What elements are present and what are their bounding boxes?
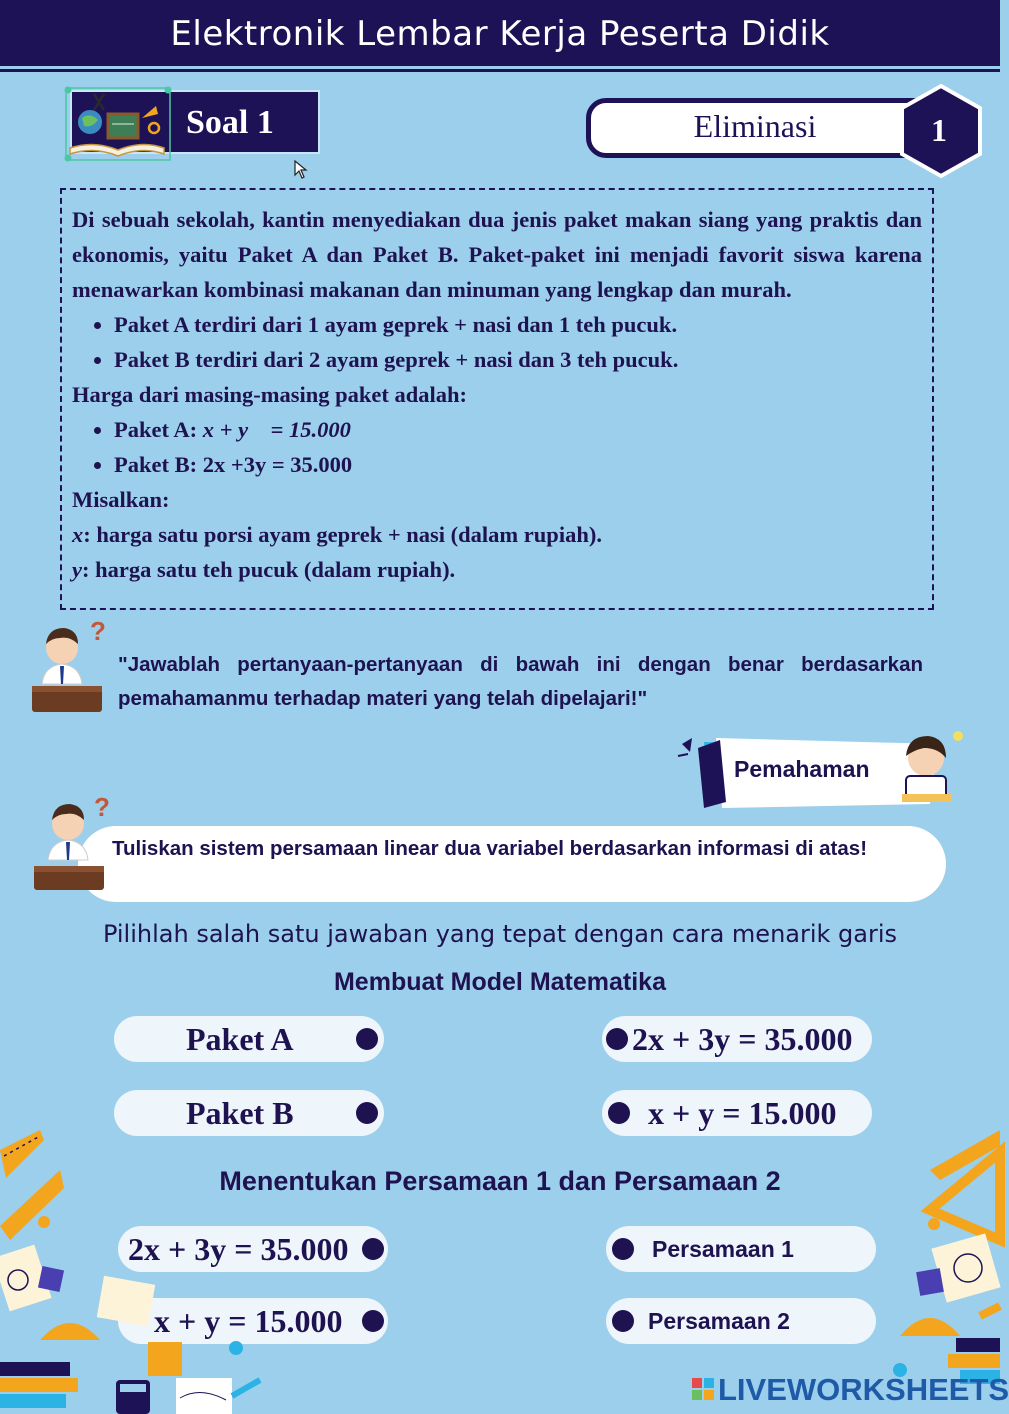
match-left-paket-a[interactable] bbox=[114, 1016, 384, 1062]
mouse-cursor-icon bbox=[294, 160, 308, 180]
question-text: Tuliskan sistem persamaan linear dua variabel berdasarkan informasi di atas! bbox=[112, 837, 868, 860]
liveworksheets-logo-icon bbox=[692, 1378, 716, 1404]
svg-text:?: ? bbox=[90, 616, 106, 646]
match-right-label: x + y = 15.000 bbox=[648, 1095, 837, 1131]
header-divider bbox=[0, 69, 1000, 72]
price-item-b bbox=[114, 447, 922, 482]
connector-dot[interactable] bbox=[606, 1028, 628, 1050]
connector-dot[interactable] bbox=[608, 1102, 630, 1124]
match-left-label: 2x + 3y = 35.000 bbox=[128, 1231, 349, 1267]
matching-instruction: Pilihlah salah satu jawaban yang tepat dengan cara menarik garis bbox=[102, 920, 898, 948]
thinking-student-icon-2 bbox=[30, 794, 108, 890]
soal-label: Soal 1 bbox=[186, 104, 274, 141]
match-left-label: Paket B bbox=[186, 1095, 294, 1131]
page-header-title: Elektronik Lembar Kerja Peserta Didik bbox=[0, 0, 1000, 66]
school-supplies-left-icon bbox=[0, 1130, 290, 1414]
price-item-a bbox=[114, 412, 922, 447]
thinking-student-icon bbox=[30, 618, 108, 714]
y-variable: y bbox=[72, 557, 82, 582]
connector-dot[interactable] bbox=[362, 1238, 384, 1260]
connector-dot[interactable] bbox=[612, 1238, 634, 1260]
match-left-label: x + y = 15.000 bbox=[154, 1303, 343, 1339]
y-definition bbox=[72, 552, 922, 587]
connector-dot[interactable] bbox=[612, 1310, 634, 1332]
x-definition bbox=[72, 517, 922, 552]
x-definition-text: : harga satu porsi ayam geprek + nasi (dalam rupiah). bbox=[83, 522, 602, 547]
liveworksheets-watermark: LIVEWORKSHEETS bbox=[718, 1372, 1009, 1407]
y-definition-text: : harga satu teh pucuk (dalam rupiah). bbox=[82, 557, 456, 582]
pemahaman-label: Pemahaman bbox=[734, 756, 870, 782]
x-variable: x bbox=[72, 522, 84, 547]
match-right-label: Persamaan 1 bbox=[652, 1236, 794, 1262]
match-right-label: Persamaan 2 bbox=[648, 1308, 790, 1334]
topic-label: Eliminasi bbox=[693, 108, 817, 144]
package-item-a: • Paket A terdiri dari 1 ayam geprek + nasi dan 1 teh pucuk. bbox=[114, 307, 922, 342]
price-b-equation: 2x +3y = 35.000 bbox=[202, 452, 353, 477]
books-globe-icon bbox=[64, 84, 172, 164]
price-heading: Harga dari masing-masing paket adalah: bbox=[72, 382, 468, 407]
match-right-label: 2x + 3y = 35.000 bbox=[632, 1021, 853, 1057]
price-b-label: Paket B: bbox=[114, 452, 198, 477]
price-list bbox=[72, 412, 922, 482]
package-list bbox=[72, 307, 922, 377]
section-title-persamaan: Menentukan Persamaan 1 dan Persamaan 2 bbox=[219, 1166, 781, 1196]
match-left-label: Paket A bbox=[186, 1021, 294, 1057]
section-title-model: Membuat Model Matematika bbox=[333, 968, 666, 996]
topic-number: 1 bbox=[931, 112, 947, 148]
problem-intro: Di sebuah sekolah, kantin menyediakan dua jenis paket makan siang yang praktis dan ekonomis, yaitu Paket A dan Paket B. Paket-paket ini menjadi favorit siswa karena menawarkan kombinasi makanan dan minuman yang lengkap dan murah. bbox=[72, 207, 922, 302]
price-a-equation: x + y = 15.000 bbox=[202, 417, 351, 442]
connector-dot[interactable] bbox=[356, 1102, 378, 1124]
svg-text:?: ? bbox=[94, 792, 110, 822]
let-heading: Misalkan: bbox=[72, 487, 170, 512]
match-right-equation-2x3y[interactable] bbox=[602, 1016, 872, 1062]
connector-dot[interactable] bbox=[356, 1028, 378, 1050]
connector-dot[interactable] bbox=[362, 1310, 384, 1332]
price-a-label: Paket A: bbox=[114, 417, 198, 442]
package-item-b: • Paket B terdiri dari 2 ayam geprek + nasi dan 3 teh pucuk. bbox=[114, 342, 922, 377]
problem-statement-box bbox=[60, 188, 934, 610]
instruction-text: "Jawablah pertanyaan-pertanyaan di bawah ini dengan benar berdasarkan pemahamanmu terhadap materi yang telah dipelajari!" bbox=[118, 653, 923, 710]
